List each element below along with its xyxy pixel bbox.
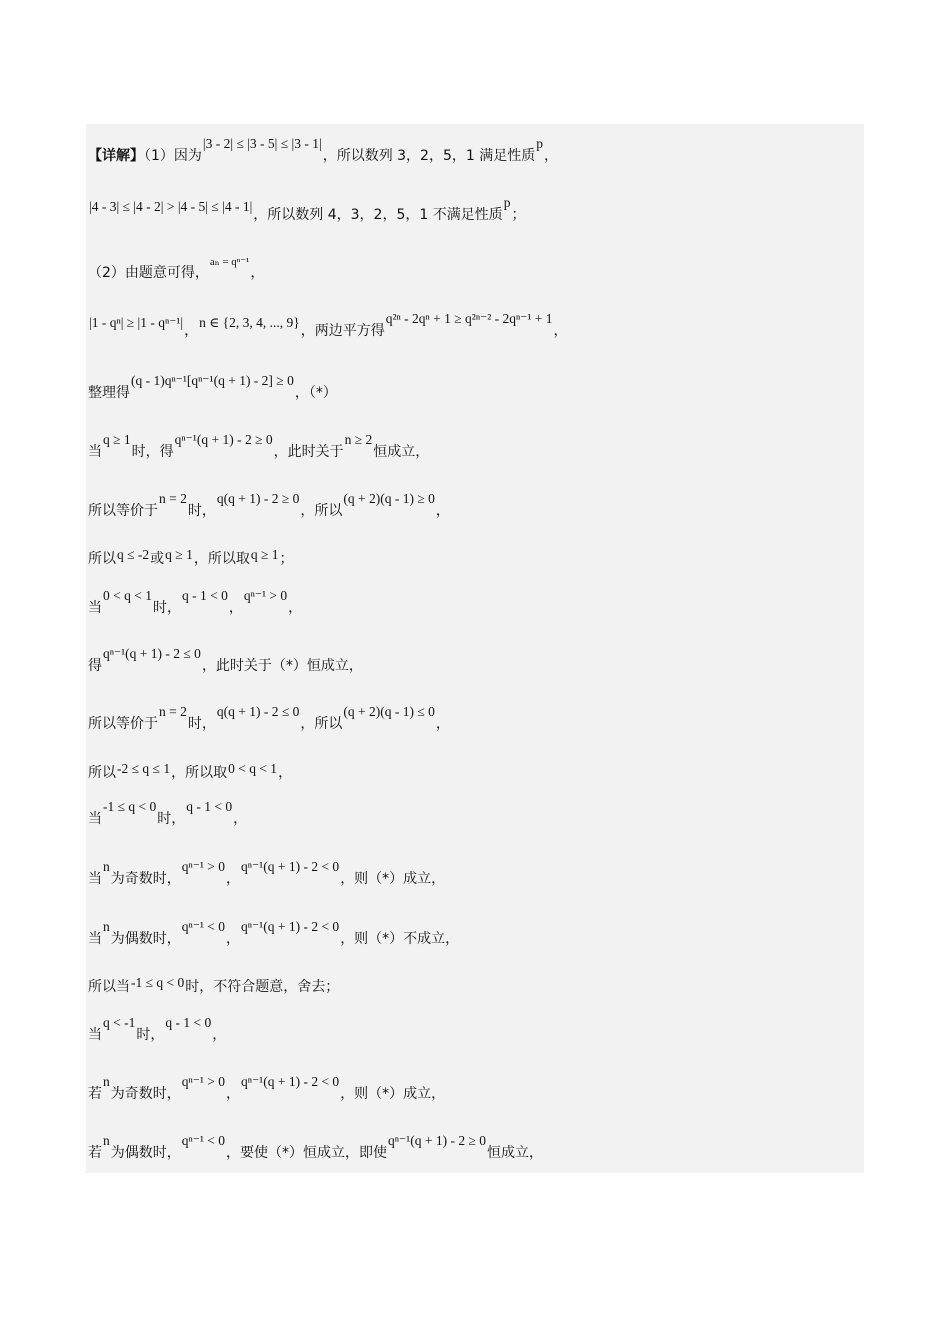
- text-run: ；: [279, 551, 294, 567]
- text-run: ，: [226, 931, 241, 947]
- text-run: ，: [553, 323, 568, 339]
- math-expression: qⁿ⁻¹ > 0: [181, 1074, 226, 1089]
- text-run: 当: [88, 871, 102, 887]
- text-run: ，则（*）成立，: [340, 1086, 446, 1102]
- math-expression: qⁿ⁻¹(q + 1) - 2 < 0: [241, 919, 340, 934]
- solution-line: [88, 311, 568, 340]
- math-expression: q(q + 1) - 2 ≤ 0: [216, 704, 300, 719]
- text-run: ，所以取: [171, 765, 228, 781]
- math-expression: qⁿ⁻¹ > 0: [181, 859, 226, 874]
- text-run: （2）由题意可得，: [88, 265, 209, 281]
- text-run: （1）因为: [144, 148, 202, 164]
- text-run: 所以: [88, 551, 116, 567]
- text-run: 为奇数时，: [110, 1086, 181, 1102]
- math-expression: n: [103, 919, 110, 934]
- solution-line: [88, 136, 558, 165]
- text-run: ，: [435, 503, 450, 519]
- solution-line: [88, 491, 450, 520]
- solution-line: [88, 859, 446, 888]
- text-run: 恒成立，: [486, 1145, 543, 1161]
- solution-line: [88, 588, 303, 617]
- text-run: ，所以取: [193, 551, 250, 567]
- text-run: 若: [88, 1145, 102, 1161]
- math-expression: q ≥ 1: [250, 547, 279, 562]
- section-heading: 【详解】: [88, 148, 144, 164]
- text-run: ，则（*）成立，: [340, 871, 446, 887]
- text-run: ，此时关于（*）恒成立，: [201, 658, 363, 674]
- math-expression: qⁿ⁻¹(q + 1) - 2 < 0: [241, 1074, 340, 1089]
- math-expression: 0 < q < 1: [228, 761, 278, 776]
- text-run: ，: [233, 811, 248, 827]
- text-run: ，所以: [300, 716, 343, 732]
- math-expression: -2 ≤ q ≤ 1: [117, 761, 171, 776]
- text-run: 时，: [187, 716, 216, 732]
- math-expression: qⁿ⁻¹(q + 1) - 2 ≥ 0: [388, 1133, 486, 1148]
- math-expression: q ≤ -2: [117, 547, 150, 562]
- math-expression: q - 1 < 0: [186, 799, 233, 814]
- solution-line: [88, 704, 450, 733]
- math-expression: qⁿ⁻¹ < 0: [181, 1133, 226, 1148]
- text-run: 整理得: [88, 385, 130, 401]
- text-run: 当: [88, 1027, 102, 1043]
- text-run: ，此时关于: [273, 444, 344, 460]
- math-expression: (q + 2)(q - 1) ≤ 0: [343, 704, 435, 719]
- solution-line: [88, 919, 460, 948]
- text-run: ，则（*）不成立，: [340, 931, 460, 947]
- text-run: ，: [226, 871, 241, 887]
- text-run: ，所以数列 4，3，2，5，1 不满足性质: [253, 207, 503, 223]
- text-run: ，要使（*）恒成立，即使: [226, 1145, 388, 1161]
- text-run: ；: [511, 207, 526, 223]
- math-expression: qⁿ⁻¹(q + 1) - 2 ≤ 0: [103, 646, 201, 661]
- text-run: 当: [88, 444, 102, 460]
- math-expression: p: [536, 136, 543, 151]
- math-expression: q < -1: [103, 1015, 136, 1030]
- text-run: ，: [250, 265, 265, 281]
- text-run: 当: [88, 600, 102, 616]
- solution-line: [88, 646, 363, 675]
- solution-line: [88, 256, 265, 282]
- math-expression: q²ⁿ - 2qⁿ + 1 ≥ q²ⁿ⁻² - 2qⁿ⁻¹ + 1: [385, 311, 553, 326]
- math-expression: n: [103, 859, 110, 874]
- solution-line: [88, 195, 526, 224]
- text-run: 恒成立，: [373, 444, 430, 460]
- math-expression: -1 ≤ q < 0: [131, 975, 185, 990]
- solution-line: [88, 548, 294, 568]
- math-expression: q(q + 1) - 2 ≥ 0: [216, 491, 300, 506]
- math-expression: qⁿ⁻¹ > 0: [243, 588, 288, 603]
- math-expression: aₙ = qⁿ⁻¹: [209, 256, 250, 268]
- math-expression: n = 2: [159, 704, 187, 719]
- text-run: 或: [150, 551, 165, 567]
- text-run: 时，: [152, 600, 181, 616]
- solution-line: [88, 1074, 446, 1103]
- text-run: ，: [543, 148, 558, 164]
- text-run: 当: [88, 811, 102, 827]
- text-run: 当: [88, 931, 102, 947]
- text-run: 若: [88, 1086, 102, 1102]
- math-expression: q ≥ 1: [165, 547, 193, 562]
- text-run: ，: [184, 323, 199, 339]
- solution-line: [88, 762, 292, 782]
- text-run: 为偶数时，: [110, 1145, 181, 1161]
- math-expression: p: [503, 195, 511, 210]
- text-run: ，: [435, 716, 450, 732]
- text-run: ，: [278, 765, 293, 781]
- solution-line: [88, 976, 339, 996]
- text-run: 时，: [136, 1027, 165, 1043]
- text-run: 所以等价于: [88, 716, 158, 732]
- text-run: ，两边平方得: [300, 323, 385, 339]
- text-run: 所以等价于: [88, 503, 158, 519]
- text-run: ，: [228, 600, 243, 616]
- math-expression: qⁿ⁻¹(q + 1) - 2 < 0: [241, 859, 340, 874]
- math-expression: -1 ≤ q < 0: [103, 799, 157, 814]
- text-run: 所以: [88, 765, 116, 781]
- text-run: ，所以: [300, 503, 343, 519]
- text-run: ，: [288, 600, 303, 616]
- text-run: 为奇数时，: [110, 871, 181, 887]
- math-expression: q - 1 < 0: [181, 588, 228, 603]
- solution-line: [88, 1133, 543, 1162]
- text-run: 时，不符合题意，舍去；: [185, 979, 340, 995]
- text-run: 为偶数时，: [110, 931, 181, 947]
- math-expression: n: [103, 1074, 110, 1089]
- math-expression: q - 1 < 0: [165, 1015, 212, 1030]
- text-run: 所以当: [88, 979, 130, 995]
- text-run: 得: [88, 658, 102, 674]
- solution-line: [88, 799, 248, 828]
- text-run: 时，: [157, 811, 186, 827]
- math-expression: n: [103, 1133, 110, 1148]
- math-expression: 0 < q < 1: [103, 588, 152, 603]
- math-expression: n ≥ 2: [344, 432, 373, 447]
- solution-line: [88, 1015, 227, 1044]
- math-expression: n = 2: [159, 491, 187, 506]
- text-run: ，: [212, 1027, 227, 1043]
- solution-line: [88, 373, 337, 402]
- math-expression: n ∈ {2, 3, 4, ..., 9}: [199, 315, 300, 330]
- math-expression: |3 - 2| ≤ |3 - 5| ≤ |3 - 1|: [202, 136, 322, 151]
- math-expression: (q + 2)(q - 1) ≥ 0: [343, 491, 435, 506]
- text-run: 时，得: [131, 444, 174, 460]
- math-expression: qⁿ⁻¹ < 0: [181, 919, 226, 934]
- text-run: 时，: [187, 503, 216, 519]
- text-run: ，所以数列 3，2，5，1 满足性质: [322, 148, 536, 164]
- text-run: ，: [226, 1086, 241, 1102]
- math-expression: |4 - 3| ≤ |4 - 2| > |4 - 5| ≤ |4 - 1|: [89, 199, 253, 214]
- math-expression: (q - 1)qⁿ⁻¹[qⁿ⁻¹(q + 1) - 2] ≥ 0: [131, 373, 294, 388]
- text-run: ，（*）: [294, 385, 337, 401]
- math-expression: qⁿ⁻¹(q + 1) - 2 ≥ 0: [174, 432, 273, 447]
- math-expression: |1 - qⁿ| ≥ |1 - qⁿ⁻¹|: [89, 315, 184, 330]
- math-expression: q ≥ 1: [103, 432, 131, 447]
- solution-line: [88, 432, 430, 461]
